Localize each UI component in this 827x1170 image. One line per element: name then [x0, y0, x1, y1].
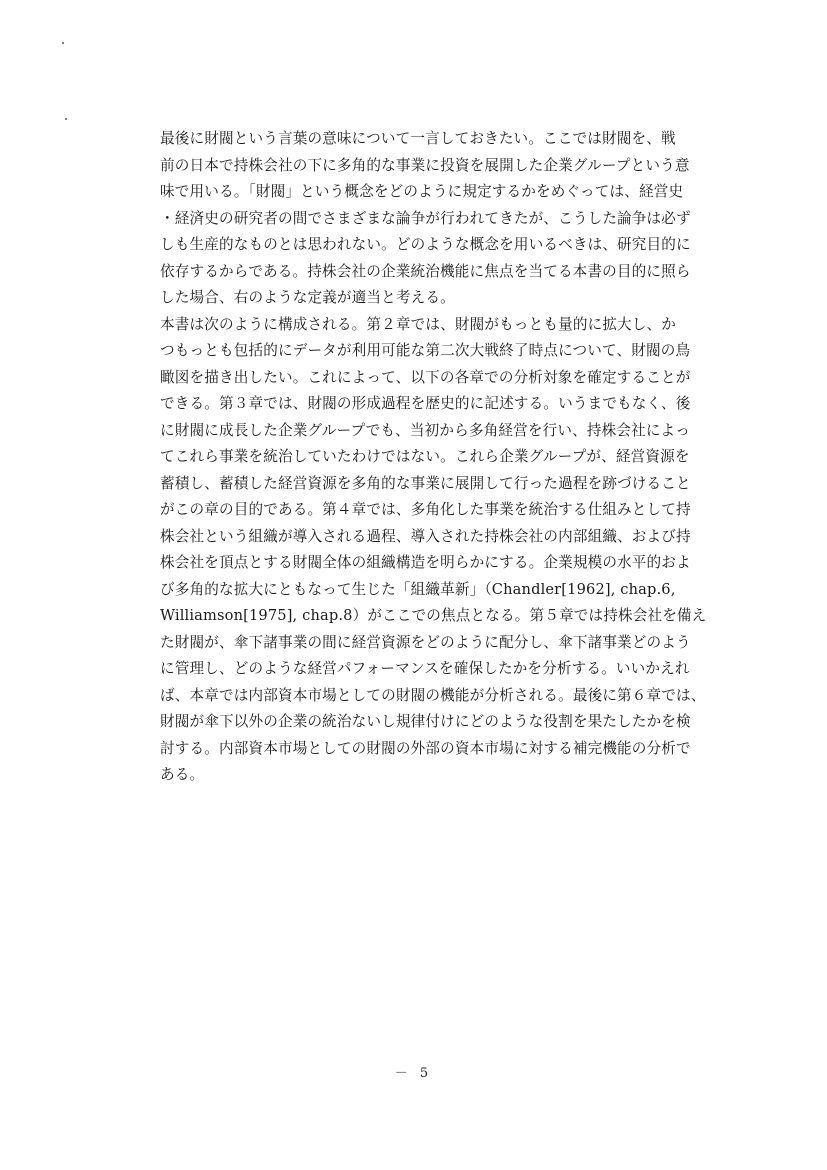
scan-speck — [65, 118, 67, 120]
text-line: した場合、右のような定義が適当と考える。 — [160, 289, 455, 306]
body-text — [160, 126, 730, 789]
text-line: 蓄積し、蓄積した経営資源を多角的な事業に展開して行った過程を跡づけること — [160, 474, 691, 492]
text-line: がこの章の目的である。第４章では、多角化した事業を統治する仕組みとして持 — [160, 501, 691, 518]
text-line: 本書は次のように構成される。第２章では、財閥がもっとも量的に拡大し、か — [160, 315, 677, 333]
text-line: ある。 — [160, 766, 205, 783]
text-line: 前の日本で持株会社の下に多角的な事業に投資を展開した企業グループという意 — [160, 156, 690, 174]
text-line: び多角的な拡大にともなって生じた「組織革新」（Chandler[1962], chap.6, — [160, 580, 676, 598]
text-line: に管理し、どのような経営パフォーマンスを確保したかを分析する。いいかえれ — [160, 660, 690, 677]
text-line: 株会社という組織が導入される過程、導入された持株会社の内部組織、および持 — [160, 527, 691, 545]
text-line: 依存するからである。持株会社の企業統治機能に焦点を当てる本書の目的に照ら — [160, 262, 691, 280]
text-line: 最後に財閥という言葉の意味について一言しておきたい。ここでは財閥を、戦 — [160, 130, 676, 147]
text-line: 株会社を頂点とする財閥全体の組織構造を明らかにする。企業規模の水平的およ — [160, 554, 691, 571]
page-number: － 5 — [394, 1066, 433, 1081]
text-line: ば、本章では内部資本市場としての財閥の機能が分析される。最後に第６章では、 — [160, 686, 706, 704]
text-line: Williamson[1975], chap.8）がここでの焦点となる。第５章では持株会社を備え — [160, 607, 707, 624]
text-line: つもっとも包括的にデータが利用可能な第二次大戦終了時点について、財閥の鳥 — [160, 342, 691, 359]
text-line: できる。第３章では、財閥の形成過程を歴史的に記述する。いうまでもなく、後 — [160, 395, 691, 412]
text-line: 味で用いる。「財閥」という概念をどのように規定するかをめぐっては、経営史 — [160, 183, 684, 200]
text-line: ・経済史の研究者の間でさまざまな論争が行われてきたが、こうした論争は必ず — [160, 209, 691, 227]
text-line: 財閥が傘下以外の企業の統治ないし規律付けにどのような役割を果たしたかを検 — [160, 713, 691, 730]
text-line: しも生産的なものとは思われない。どのような概念を用いるべきは、研究目的に — [160, 236, 691, 253]
text-line: 討する。内部資本市場としての財閥の外部の資本市場に対する補完機能の分析で — [160, 739, 691, 757]
text-line: てこれら事業を統治していたわけではない。これら企業グループが、経営資源を — [160, 448, 690, 465]
text-line: に財閥に成長した企業グループでも、当初から多角経営を行い、持株会社によっ — [160, 421, 691, 439]
scan-speck — [62, 42, 64, 44]
text-line: 瞰図を描き出したい。これによって、以下の各章での分析対象を確定することが — [160, 368, 691, 386]
text-line: た財閥が、傘下諸事業の間に経営資源をどのように配分し、傘下諸事業どのよう — [160, 633, 691, 651]
